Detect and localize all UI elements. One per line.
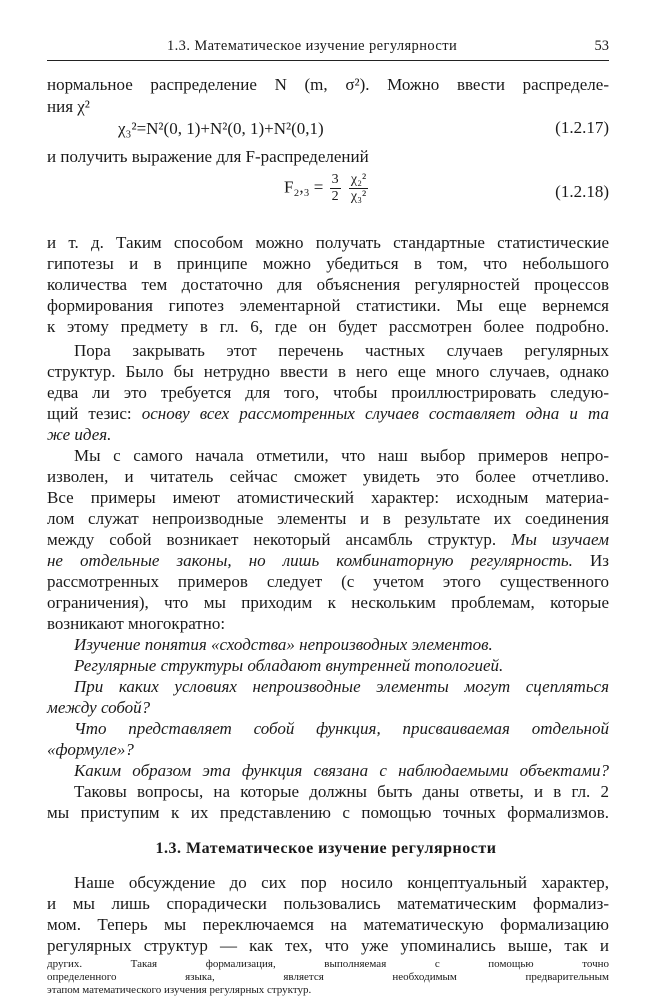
text-span: между собой возникает некоторый ансамбль структур.	[47, 530, 512, 549]
equation-number: (1.2.18)	[555, 182, 609, 201]
equation-lhs: F₂,₃ =	[284, 177, 324, 197]
text-line: определенного языка, является необходимым предварительным	[47, 971, 609, 983]
text-line: и мы лишь спорадически пользовались математическим формализ-	[47, 894, 609, 913]
equation-number: (1.2.17)	[555, 118, 609, 137]
text-line: рассмотренных примеров следует (с учетом этого существенного	[47, 572, 609, 591]
fraction-denominator: 2	[331, 189, 339, 204]
text-line: формирования гипотез элементарной статистики. Мы еще вернемся	[47, 296, 609, 315]
text-line: других. Такая формализация, выполняемая с помощью точно	[47, 958, 609, 970]
fraction-numerator: 3	[331, 172, 339, 187]
text-line: изволен, и читатель сейчас сможет увидеть это более отчетливо.	[47, 467, 609, 486]
text-line: структур. Было бы нетрудно ввести в него еще много случаев, однако	[47, 362, 609, 381]
text-line: мы приступим к их представлению с помощью точных формализмов.	[47, 803, 609, 822]
text-span: щий тезис:	[47, 404, 142, 423]
text-line: этапом математического изучения регулярных структур.	[47, 984, 312, 996]
header-title: 1.3. Математическое изучение регулярности	[167, 38, 458, 54]
emphasis-text: Мы изучаем	[511, 530, 609, 549]
text-line: мом. Теперь мы переключаемся на математическую формализацию	[47, 915, 609, 934]
text-line: Мы с самого начала отметили, что наш выбор примеров непро-	[74, 446, 609, 465]
text-span: Из	[572, 551, 609, 570]
fraction	[330, 172, 341, 205]
fraction-numerator: χ₂²	[350, 172, 367, 187]
text-line: ограничения), что мы приходим к нескольким проблемам, которые	[47, 593, 609, 612]
text-line	[47, 403, 609, 425]
text-line: Все примеры имеют атомистический характер: исходным материа-	[47, 488, 609, 507]
text-line: и т. д. Таким способом можно получать стандартные статистические	[47, 233, 609, 252]
question-2: Регулярные структуры обладают внутренней топологией.	[74, 656, 504, 675]
text-line: гипотезы и в принципе можно убедиться в том, что небольшого	[47, 254, 609, 273]
question-5: Каким образом эта функция связана с наблюдаемыми объектами?	[74, 761, 609, 780]
equation-1-2-17: χ₃²=N²(0, 1)+N²(0, 1)+N²(0,1)	[118, 119, 324, 138]
equation-1-2-18	[284, 172, 370, 205]
page-number: 53	[594, 38, 609, 54]
emphasis-line: же идея.	[47, 425, 112, 444]
question-1: Изучение понятия «сходства» непроизводных элементов.	[74, 635, 493, 654]
text-line: нормальное распределение N (m, σ²). Можно ввести распределе-	[47, 75, 609, 94]
emphasis-text: не отдельные законы, но лишь комбинаторную регулярность.	[47, 551, 573, 570]
running-header	[47, 38, 609, 61]
text-line: количества тем достаточно для объяснения регулярностей процессов	[47, 275, 609, 294]
text-line	[47, 529, 609, 551]
text-line: к этому предмету в гл. 6, где он будет рассмотрен более подробно.	[47, 317, 609, 336]
text-line: Наше обсуждение до сих пор носило концептуальный характер,	[74, 873, 609, 892]
section-heading: 1.3. Математическое изучение регулярности	[155, 840, 497, 857]
text-line: Пора закрывать этот перечень частных случаев регулярных	[74, 341, 609, 360]
emphasis-text: основу всех рассмотренных случаев составляет одна и та	[141, 404, 609, 423]
question-3: При каких условиях непроизводные элементы могут сцепляться	[74, 677, 609, 696]
question-4: Что представляет собой функция, присваиваемая отдельной	[74, 719, 609, 738]
text-line: возникают многократно:	[47, 614, 226, 633]
fraction	[349, 172, 368, 205]
text-line: лом служат непроизводные элементы и в результате их соединения	[47, 509, 609, 528]
text-line: и получить выражение для F-распределений	[47, 147, 369, 166]
question-4-cont: «формуле»?	[47, 740, 134, 759]
text-line: ния χ²	[47, 97, 90, 116]
text-line	[47, 550, 609, 572]
text-line: регулярных структур — как тех, что уже упоминались выше, так и	[47, 936, 609, 955]
text-line: едва ли это требуется для того, чтобы проиллюстрировать следую-	[47, 383, 609, 402]
fraction-denominator: χ₃²	[350, 189, 367, 204]
question-3-cont: между собой?	[47, 698, 151, 717]
text-line: Таковы вопросы, на которые должны быть даны ответы, и в гл. 2	[74, 782, 609, 801]
